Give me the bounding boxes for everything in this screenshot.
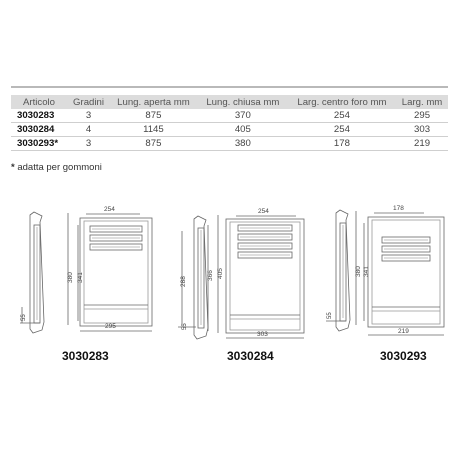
frame-inner: [84, 221, 148, 323]
col-articolo: Articolo: [11, 95, 68, 109]
dim-height-text: 380: [67, 272, 74, 283]
col-lung-chiusa: Lung. chiusa mm: [198, 95, 288, 109]
cell-gradini: 4: [68, 123, 109, 137]
cell-gradini: 3: [68, 137, 109, 151]
col-lung-aperta: Lung. aperta mm: [109, 95, 198, 109]
dim-width-text: 303: [257, 331, 268, 338]
dim-height-text: 380: [355, 266, 362, 277]
drawing-3030293: [326, 205, 444, 335]
table-header-row: [11, 95, 448, 109]
dim-width-text: 219: [398, 328, 409, 335]
cell-code: 3030293*: [11, 137, 68, 151]
dim-inner-text: 341: [363, 266, 370, 277]
cell-larg: 303: [396, 123, 448, 137]
dim-height-text: 405: [217, 268, 224, 279]
drawing-label-3030284: 3030284: [227, 349, 274, 363]
dim-top-text: 254: [104, 206, 115, 213]
drawing-label-3030293: 3030293: [380, 349, 427, 363]
col-larg-centro: Larg. centro foro mm: [288, 95, 396, 109]
col-larg: Larg. mm: [396, 95, 448, 109]
cell-larg: 219: [396, 137, 448, 151]
table-row: [11, 109, 448, 123]
dim-top-text: 178: [393, 205, 404, 212]
cell-aperta: 875: [109, 109, 198, 123]
footnote-text: adatta per gommoni: [17, 162, 102, 173]
col-gradini: Gradini: [68, 95, 109, 109]
top-rule: [11, 86, 448, 88]
cell-centro: 254: [288, 109, 396, 123]
frame-outer: [80, 218, 152, 326]
ladder-drawings: [0, 195, 458, 345]
dim-foot-text: 55: [182, 323, 188, 330]
cell-code: 3030283: [11, 109, 68, 123]
dim-top-text: 254: [258, 208, 269, 215]
cell-aperta: 875: [109, 137, 198, 151]
dim-foot-text: 55: [327, 312, 333, 319]
table-row: [11, 137, 448, 151]
cell-aperta: 1145: [109, 123, 198, 137]
drawing-label-3030283: 3030283: [62, 349, 109, 363]
cell-chiusa: 405: [198, 123, 288, 137]
dim-inner-text: 366: [207, 270, 214, 281]
dim-width-text: 295: [105, 323, 116, 330]
dim-inner-text: 341: [77, 272, 84, 283]
footnote: [11, 162, 102, 173]
frame-inner: [372, 220, 440, 324]
specs-table: [11, 95, 448, 151]
drawing-3030283: [20, 206, 152, 333]
cell-larg: 295: [396, 109, 448, 123]
cell-centro: 178: [288, 137, 396, 151]
drawing-3030284: [178, 208, 304, 339]
frame-outer: [368, 217, 444, 327]
cell-chiusa: 370: [198, 109, 288, 123]
cell-centro: 254: [288, 123, 396, 137]
cell-chiusa: 380: [198, 137, 288, 151]
cell-code: 3030284: [11, 123, 68, 137]
dim-side-text: 288: [180, 276, 187, 287]
footnote-star: *: [11, 162, 15, 173]
cell-gradini: 3: [68, 109, 109, 123]
frame-inner: [230, 222, 300, 330]
dim-foot-text: 55: [21, 314, 27, 321]
table-row: [11, 123, 448, 137]
